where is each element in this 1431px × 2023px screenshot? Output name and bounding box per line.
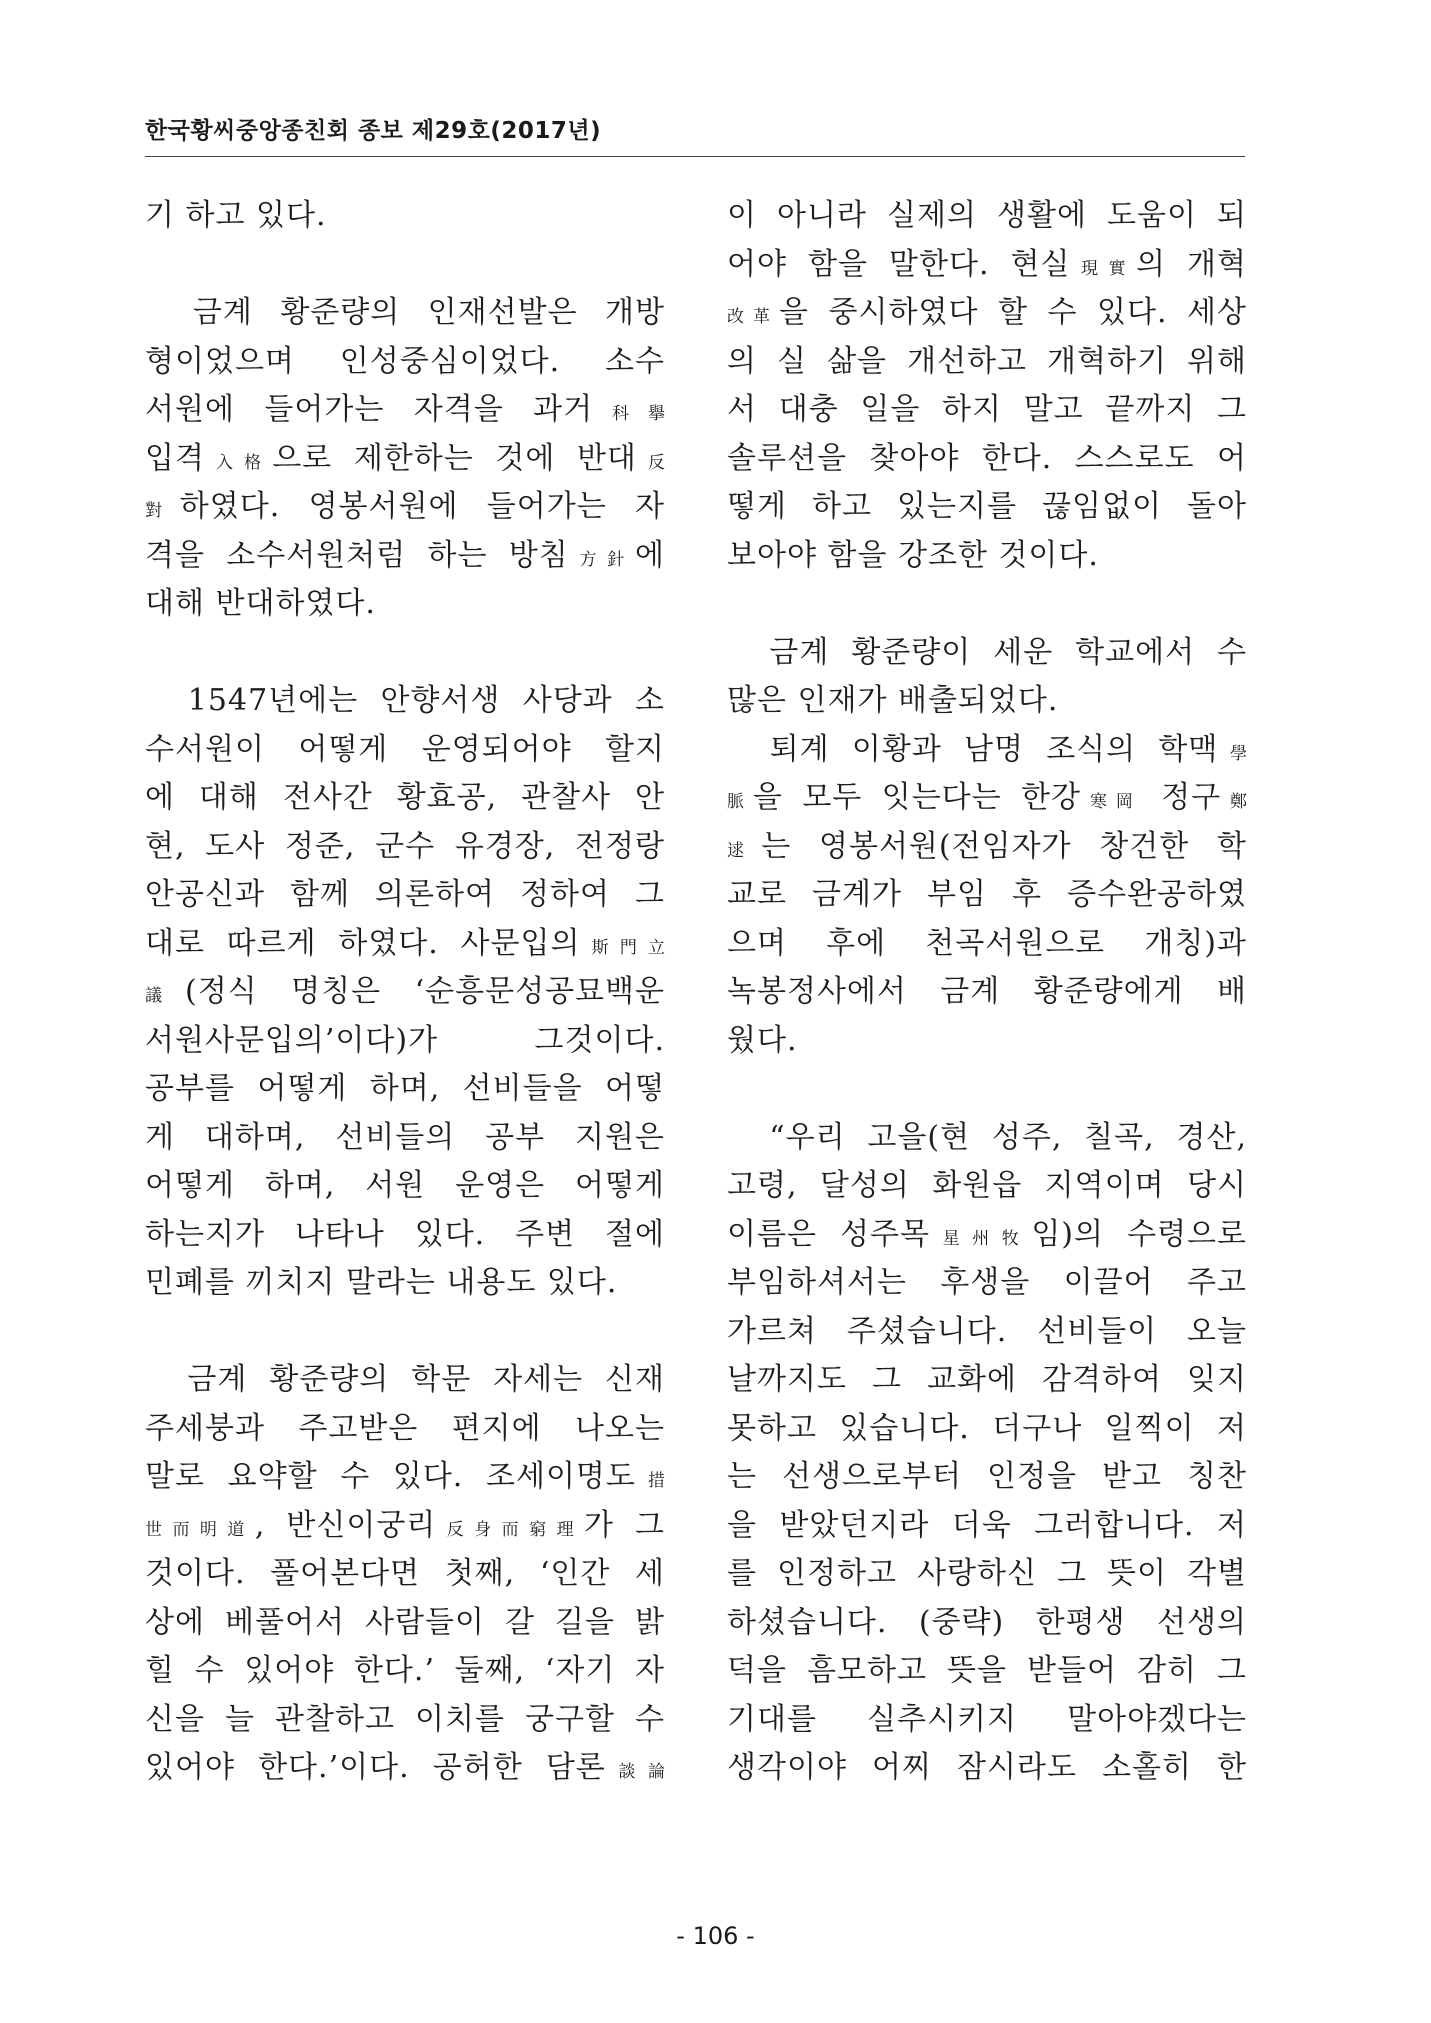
- text-line: 못하고 있습니다. 더구나 일찍이 저: [727, 1410, 1247, 1446]
- text-line: 이름은 성주목星州牧임)의 수령으로: [727, 1216, 1248, 1252]
- text-line: 의 실 삶을 개선하고 개혁하기 위해: [727, 343, 1247, 379]
- hanja-annotation: 科擧: [593, 404, 666, 424]
- text-line: 서원에 들어가는 자격을 과거科擧: [145, 392, 666, 427]
- text-line: 기대를 실추시키지 말아야겠다는: [727, 1701, 1247, 1737]
- text-line: 서 대충 일을 하지 말고 끝까지 그: [727, 392, 1247, 427]
- text-line: 에 대해 전사간 황효공, 관찰사 안: [145, 780, 665, 815]
- text-line: 를 인정하고 사랑하신 그 뜻이 각별: [727, 1556, 1247, 1591]
- text-line: 을 받았던지라 더욱 그러합니다. 저: [727, 1507, 1247, 1543]
- text-line: 금계 황준량의 학문 자세는 신재: [145, 1362, 665, 1397]
- text-line: 입격入格으로 제한하는 것에 반대反: [145, 440, 665, 476]
- text-line: 수서원이 어떻게 운영되어야 할지: [145, 731, 665, 767]
- text-line: 는 선생으로부터 인정을 받고 칭찬: [727, 1459, 1247, 1494]
- text-line: 서원사문입의’이다)가 그것이다.: [145, 1022, 665, 1058]
- text-line: 형이었으며 인성중심이었다. 소수: [145, 343, 665, 379]
- hanja-annotation: 寒岡: [1081, 792, 1142, 812]
- hanja-annotation: 脈: [727, 792, 753, 812]
- text-line: 게 대하며, 선비들의 공부 지원은: [145, 1119, 665, 1155]
- text-line: 날까지도 그 교화에 감격하여 잊지: [727, 1362, 1247, 1397]
- text-line: 금계 황준량의 인재선발은 개방: [145, 295, 665, 330]
- text-line: 것이다. 풀어본다면 첫째, ‘인간 세: [145, 1556, 665, 1591]
- text-line: 많은 인재가 배출되었다.: [727, 683, 1059, 718]
- paragraph-gap: [145, 1308, 665, 1357]
- hanja-annotation: 斯門立: [580, 937, 665, 958]
- text-line: 상에 베풀어서 사람들이 갈 길을 밝: [145, 1604, 665, 1640]
- hanja-annotation: 鄭: [1221, 792, 1248, 812]
- text-line: 말로 요약할 수 있다. 조세이명도措: [145, 1459, 666, 1494]
- hanja-annotation: 現實: [1070, 258, 1137, 279]
- paragraph-gap: [727, 580, 1247, 629]
- text-line: 퇴계 이황과 남명 조식의 학맥學: [727, 731, 1248, 767]
- text-line: 솔루션을 찾아야 한다. 스스로도 어: [727, 440, 1247, 476]
- text-line: 이 아니라 실제의 생활에 도움이 되: [727, 198, 1247, 233]
- text-line: 떻게 하고 있는지를 끊임없이 돌아: [727, 489, 1247, 524]
- left-text-column: [145, 192, 665, 1793]
- page-number: - 106 -: [676, 1922, 755, 1950]
- text-line: 격을 소수서원처럼 하는 방침方針에: [145, 537, 666, 573]
- text-line: 부임하셔서는 후생을 이끌어 주고: [727, 1265, 1247, 1300]
- text-line: 덕을 흠모하고 뜻을 받들어 감히 그: [727, 1653, 1247, 1688]
- paragraph-gap: [145, 241, 665, 290]
- hanja-annotation: 世而明道: [145, 1519, 255, 1540]
- text-line: 으며 후에 천곡서원으로 개칭)과: [727, 925, 1247, 961]
- text-line: 기 하고 있다.: [145, 198, 327, 233]
- hanja-annotation: 對: [145, 501, 180, 521]
- paragraph-gap: [145, 629, 665, 678]
- hanja-annotation: 星州牧: [930, 1228, 1032, 1249]
- text-line: 대해 반대하였다.: [145, 586, 376, 621]
- text-line: “우리 고을(현 성주, 칠곡, 경산,: [727, 1119, 1247, 1155]
- text-line: 녹봉정사에서 금계 황준량에게 배: [727, 974, 1247, 1009]
- hanja-annotation: 方針: [568, 549, 636, 570]
- hanja-annotation: 逑: [727, 840, 762, 861]
- text-line: 금계 황준량이 세운 학교에서 수: [727, 634, 1247, 670]
- hanja-annotation: 措: [635, 1471, 666, 1491]
- hanja-annotation: 反: [636, 452, 665, 473]
- text-line: 신을 늘 관찰하고 이치를 궁구할 수: [145, 1701, 665, 1737]
- text-line: 어야 함을 말한다. 현실現實의 개혁: [727, 246, 1247, 282]
- paragraph-gap: [727, 1065, 1247, 1114]
- text-line: 공부를 어떻게 하며, 선비들을 어떻: [145, 1071, 665, 1106]
- hanja-annotation: 反身而窮理: [436, 1519, 585, 1540]
- text-line: 어떻게 하며, 서원 운영은 어떻게: [145, 1168, 665, 1203]
- text-line: 議(정식 명칭은 ‘순흥문성공묘백운: [145, 974, 665, 1009]
- right-text-column: [727, 192, 1247, 1793]
- hanja-annotation: 談論: [605, 1762, 666, 1782]
- text-line: 주세붕과 주고받은 편지에 나오는: [145, 1410, 665, 1446]
- text-line: 對하였다. 영봉서원에 들어가는 자: [145, 489, 665, 524]
- text-line: 1547년에는 안향서생 사당과 소: [145, 683, 665, 718]
- text-line: 脈을 모두 잇는다는 한강寒岡 정구鄭: [727, 780, 1248, 815]
- running-header: 한국황씨중앙종친회 종보 제29호(2017년): [145, 118, 602, 144]
- text-line: 보아야 함을 강조한 것이다.: [727, 537, 1099, 573]
- text-line: 있어야 한다.’이다. 공허한 담론談論: [145, 1750, 666, 1785]
- text-line: 가르쳐 주셨습니다. 선비들이 오늘: [727, 1313, 1247, 1349]
- text-line: 교로 금계가 부임 후 증수완공하였: [727, 877, 1247, 912]
- text-line: 世而明道, 반신이궁리反身而窮理가 그: [145, 1507, 666, 1543]
- text-line: 改革을 중시하였다 할 수 있다. 세상: [727, 295, 1248, 330]
- hanja-annotation: 入格: [204, 452, 273, 473]
- text-line: 생각이야 어찌 잠시라도 소홀히 한: [727, 1750, 1247, 1785]
- text-line: 안공신과 함께 의론하여 정하여 그: [145, 877, 665, 912]
- hanja-annotation: 議: [145, 986, 185, 1006]
- text-line: 웠다.: [727, 1022, 798, 1058]
- text-line: 逑는 영봉서원(전임자가 창건한 학: [727, 828, 1247, 864]
- hanja-annotation: 學: [1218, 743, 1248, 764]
- text-line: 대로 따르게 하였다. 사문입의斯門立: [145, 925, 665, 961]
- header-rule: [145, 156, 1245, 157]
- hanja-annotation: 改革: [727, 307, 780, 327]
- text-line: 힐 수 있어야 한다.’ 둘째, ‘자기 자: [145, 1653, 665, 1688]
- text-line: 고령, 달성의 화원읍 지역이며 당시: [727, 1168, 1247, 1203]
- text-line: 하셨습니다. (중략) 한평생 선생의: [727, 1604, 1247, 1640]
- text-line: 현, 도사 정준, 군수 유경장, 전정랑: [145, 828, 665, 864]
- text-line: 하는지가 나타나 있다. 주변 절에: [145, 1216, 665, 1252]
- text-line: 민폐를 끼치지 말라는 내용도 있다.: [145, 1265, 618, 1300]
